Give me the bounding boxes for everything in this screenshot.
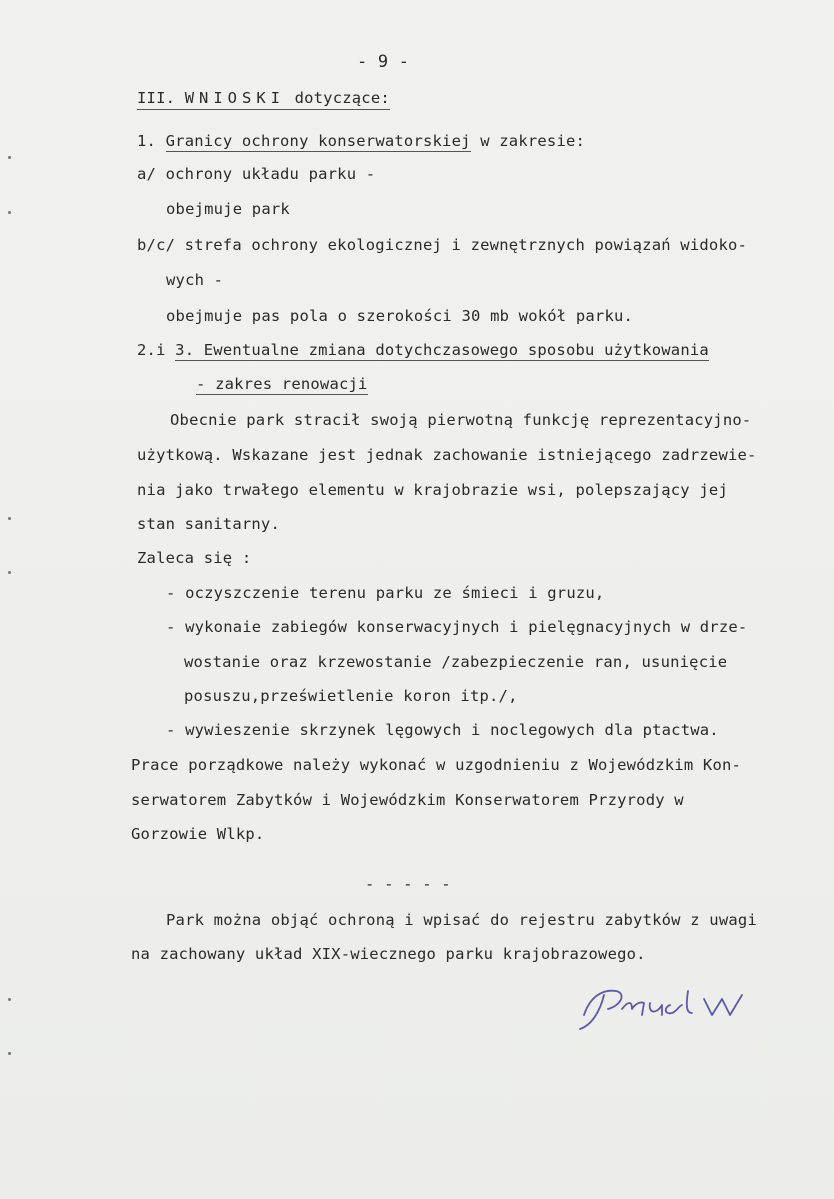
heading-rest: dotyczące: <box>294 89 390 107</box>
bullet-1: - oczyszczenie terenu parku ze śmieci i gruzu, <box>166 584 605 602</box>
point-2-3 <box>137 340 709 360</box>
item-a-sub: obejmuje park <box>166 200 290 218</box>
paragraph-2-line-3: Gorzowie Wlkp. <box>131 825 265 843</box>
separator: - - - - - <box>365 875 451 893</box>
bullet-2-line-1: - wykonaie zabiegów konserwacyjnych i pielęgnacyjnych w drze- <box>166 618 748 636</box>
item-bc-line1: b/c/ strefa ochrony ekologicznej i zewnętrznych powiązań widoko- <box>137 236 748 254</box>
bullet-2-line-3: posuszu,prześwietlenie koron itp./, <box>184 687 518 705</box>
paragraph-1-line-1: Obecnie park stracił swoją pierwotną funkcję reprezentacyjno- <box>170 411 752 429</box>
bullet-2-line-2: wostanie oraz krzewostanie /zabezpieczenie ran, usunięcie <box>184 653 728 671</box>
point-1 <box>137 131 585 151</box>
paragraph-1-line-4: stan sanitarny. <box>137 515 280 533</box>
margin-mark <box>8 1052 11 1055</box>
margin-mark <box>8 211 11 214</box>
conclusion-line-1: Park można objąć ochroną i wpisać do rejestru zabytków z uwagi <box>166 911 757 929</box>
point-1-title: Granicy ochrony konserwatorskiej <box>165 132 471 150</box>
item-bc-sub: obejmuje pas pola o szerokości 30 mb wokół parku. <box>166 307 634 325</box>
point-2-3-title: 3. Ewentualne zmiana dotychczasowego sposobu użytkowania <box>175 341 709 359</box>
paragraph-1-line-2: użytkową. Wskazane jest jednak zachowanie istniejącego zadrzewie- <box>137 446 757 464</box>
margin-mark <box>8 517 11 520</box>
item-bc-line2: wych - <box>166 271 224 289</box>
paragraph-2-line-2: serwatorem Zabytków i Wojewódzkim Konserwatorem Przyrody w <box>131 791 684 809</box>
margin-mark <box>8 998 11 1001</box>
section-heading <box>137 88 390 110</box>
item-a: a/ ochrony układu parku - <box>137 165 376 183</box>
paragraph-1-line-3: nia jako trwałego elementu w krajobrazie wsi, polepszający jej <box>137 481 728 499</box>
point-2-3-subtitle-text: - zakres renowacji <box>196 375 368 393</box>
point-2-3-subtitle <box>196 374 368 394</box>
point-1-number: 1. <box>137 132 157 150</box>
bullet-3: - wywieszenie skrzynek lęgowych i noclegowych dla ptactwa. <box>166 721 719 739</box>
heading-word: WNIOSKI <box>184 89 286 107</box>
recommendation-heading: Zaleca się : <box>137 549 252 567</box>
margin-mark <box>8 156 11 159</box>
page-number: - 9 - <box>357 52 410 72</box>
conclusion-line-2: na zachowany układ XIX-wiecznego parku krajobrazowego. <box>131 945 646 963</box>
point-2-3-number: 2.i <box>137 341 166 359</box>
point-1-rest: w zakresie: <box>480 132 586 150</box>
heading-roman: III. <box>137 89 176 107</box>
handwritten-signature <box>570 975 810 1035</box>
margin-mark <box>8 571 11 574</box>
paragraph-2-line-1: Prace porządkowe należy wykonać w uzgodnieniu z Wojewódzkim Kon- <box>131 756 742 774</box>
